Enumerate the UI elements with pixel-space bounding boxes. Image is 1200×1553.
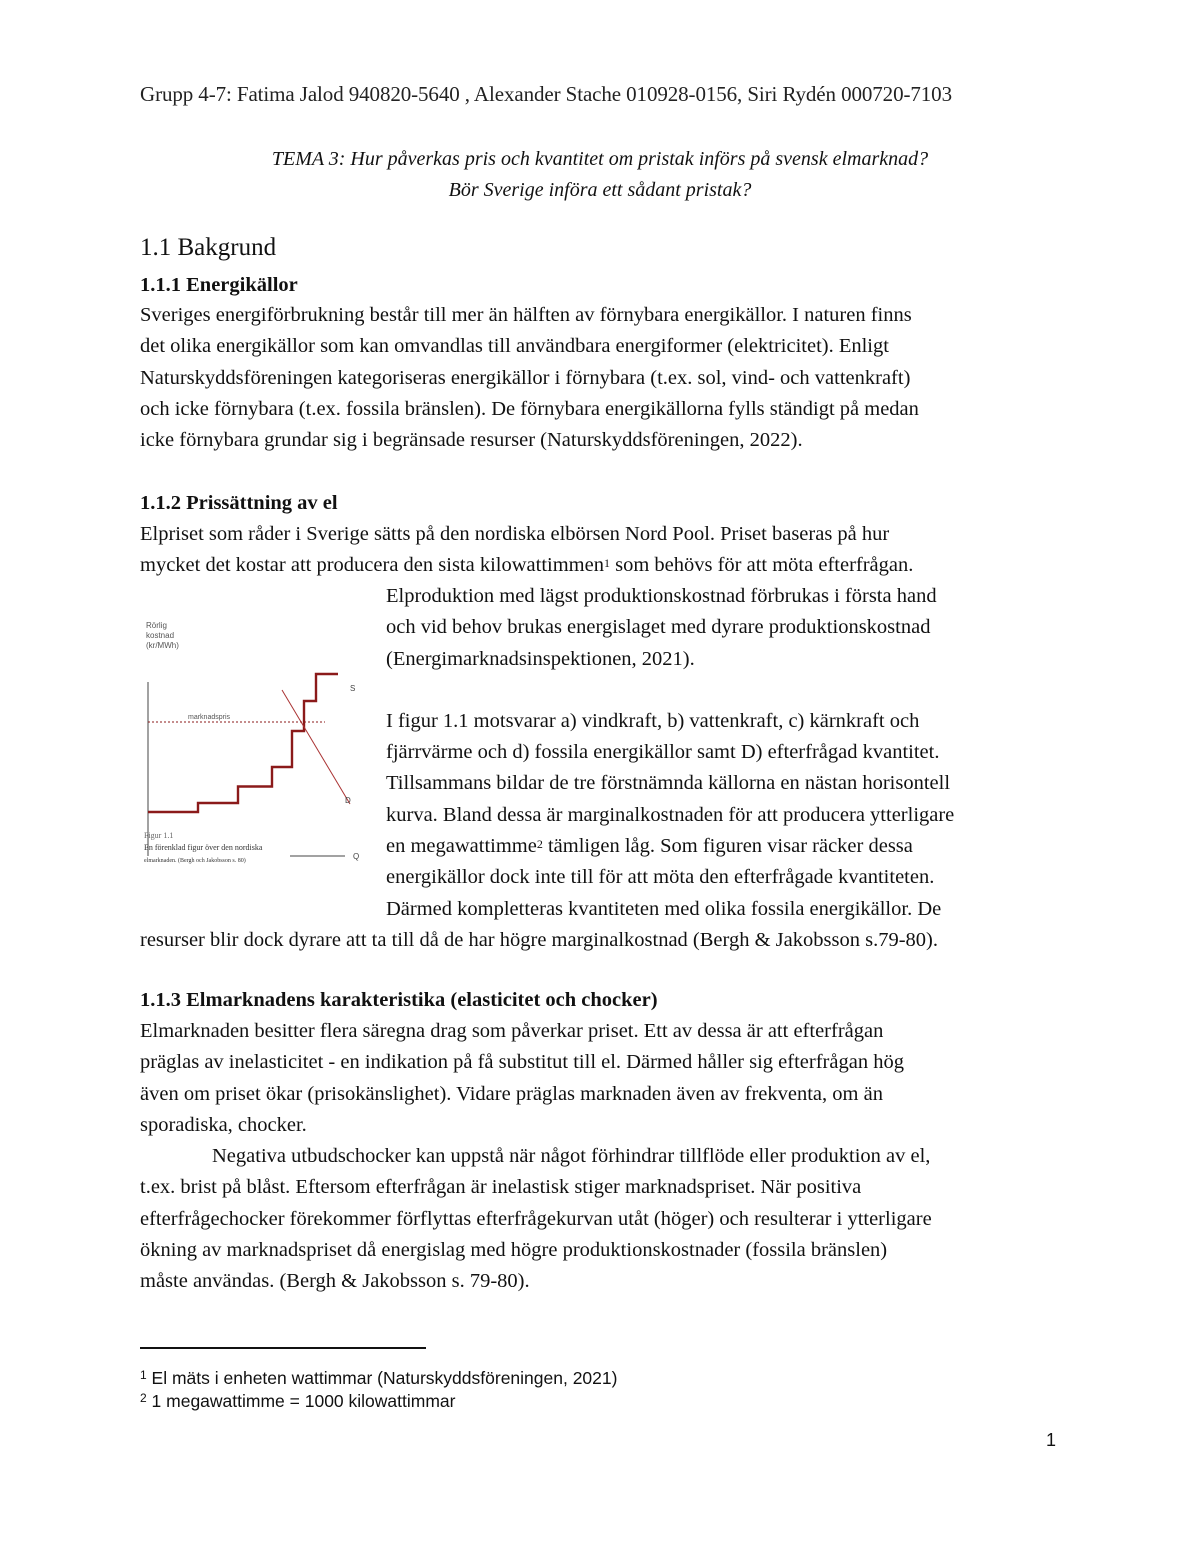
text-line: Elmarknaden besitter flera säregna drag som påverkar priset. Ett av dessa är att efterfrågan [140,1020,884,1042]
text-span: mycket det kostar att producera den sista kilowattimmen [140,554,604,577]
text-line: icke förnybara grundar sig i begränsade resurser (Naturskyddsföreningen, 2022). [140,429,803,452]
footnote-2 [140,1391,455,1412]
subsection-heading-energikallor: 1.1.1 Energikällor [140,274,298,296]
market-price-label: marknadspris [188,714,231,721]
subsection-heading-elmarknad: 1.1.3 Elmarknadens karakteristika (elasticitet och chocker) [140,989,658,1011]
text-line: energikällor dock inte till för att möta den efterfrågade kvantiteten. [386,866,935,889]
text-line: I figur 1.1 motsvarar a) vindkraft, b) vattenkraft, c) kärnkraft och [386,709,920,732]
text-line [140,550,1065,581]
figure-caption: Figur 1.1 [144,831,174,840]
supply-curve [148,674,338,812]
figure-ylabel: (kr/MWh) [146,641,179,650]
text-line: måste användas. (Bergh & Jakobsson s. 79-80). [140,1270,530,1293]
text-line: fjärrvärme och d) fossila energikällor samt D) efterfrågad kvantitet. [386,741,940,764]
section-heading: 1.1 Bakgrund [140,234,277,261]
paragraph-energikallor [140,300,1065,456]
figure-ylabel: Rörlig [146,621,167,630]
text-line: Elpriset som råder i Sverige sätts på den nordiska elbörsen Nord Pool. Priset baseras på hur [140,523,890,545]
page-number: 1 [1046,1430,1057,1450]
paragraph-prissattning [140,519,1065,582]
footnote-separator [140,1347,426,1349]
paragraph-continuation [140,925,1065,956]
text-line: Elproduktion med lägst produktionskostnad förbrukas i första hand [386,585,937,607]
footnote-text: 1 megawattimme = 1000 kilowattimmar [146,1391,456,1411]
figure-side-text [386,581,1066,925]
text-line: Naturskyddsföreningen kategoriseras energikällor i förnybara (t.ex. sol, vind- och vattenkraft) [140,366,911,389]
text-line: sporadiska, chocker. [140,1113,307,1136]
subsection-heading-prissattning: 1.1.2 Prissättning av el [140,492,338,514]
text-span: en megawattimme [386,835,537,858]
title-line-1: TEMA 3: Hur påverkas pris och kvantitet om pristak införs på svensk elmarknad? [271,148,929,170]
title-line-2: Bör Sverige införa ett sådant pristak? [448,179,752,201]
text-line: Negativa utbudschocker kan uppstå när något förhindrar tillflöde eller produktion av el, [212,1145,931,1168]
footnote-1 [140,1368,617,1389]
figure-caption: elmarknaden. (Bergh och Jakobsson s. 80) [144,858,246,864]
demand-label: D [345,796,351,805]
text-line: ökning av marknadspriset då energislag med högre produktionskostnader (fossila bränslen) [140,1239,888,1262]
text-line: präglas av inelasticitet - en indikation på få substitut till el. Därmed håller sig efterfrågan hög [140,1051,904,1074]
text-line: Tillsammans bildar de tre förstnämnda källorna en nästan horisontell [386,772,951,795]
text-line: efterfrågechocker förekommer förflyttas efterfrågekurvan utåt (höger) och resulterar i ytterligare [140,1207,932,1230]
text-line: Sveriges energiförbrukning består till mer än hälften av förnybara energikällor. I naturen finns [140,304,912,326]
text-line: och vid behov brukas energislaget med dyrare produktionskostnad [386,616,931,639]
text-line: (Energimarknadsinspektionen, 2021). [386,647,695,670]
quantity-label: Q [353,852,360,861]
figure-caption: En förenklad figur över den nordiska [144,843,263,852]
text-line: resurser blir dock dyrare att ta till då de har högre marginalkostnad (Bergh & Jakobsson s.79-80). [140,929,938,951]
supply-demand-figure [140,612,370,872]
text-line: det olika energikällor som kan omvandlas till användbara energiformer (elektricitet). Enligt [140,335,889,358]
paragraph-elmarknad [140,1016,1065,1298]
figure-ylabel: kostnad [146,631,175,640]
text-line: t.ex. brist på blåst. Eftersom efterfrågan är inelastisk stiger marknadspriset. När positiva [140,1176,862,1199]
author-header: Grupp 4-7: Fatima Jalod 940820-5640 , Alexander Stache 010928-0156, Siri Rydén 000720-7103 [140,82,952,106]
text-line: även om priset ökar (prisokänslighet). Vidare präglas marknaden även av frekventa, om än [140,1082,883,1105]
footnote-ref-1[interactable]: 1 [603,556,610,571]
footnote-text: El mäts i enheten wattimmar (Naturskyddsföreningen, 2021) [146,1368,618,1388]
footnote-number: 2 [140,1391,147,1405]
footnote-number: 1 [140,1368,147,1382]
supply-label: S [350,684,356,693]
text-line [386,831,1066,862]
text-span: tämligen låg. Som figuren visar räcker dessa [542,835,913,858]
text-line: kurva. Bland dessa är marginalkostnaden för att producera ytterligare [386,803,955,826]
text-line: Därmed kompletteras kvantiteten med olika fossila energikällor. De [386,897,942,920]
text-span: som behövs för att möta efterfrågan. [609,554,914,577]
footnote-ref-2[interactable]: 2 [536,837,543,852]
document-title [0,144,1200,206]
text-line: och icke förnybara (t.ex. fossila bränslen). De förnybara energikällorna fylls ständigt på medan [140,397,919,420]
